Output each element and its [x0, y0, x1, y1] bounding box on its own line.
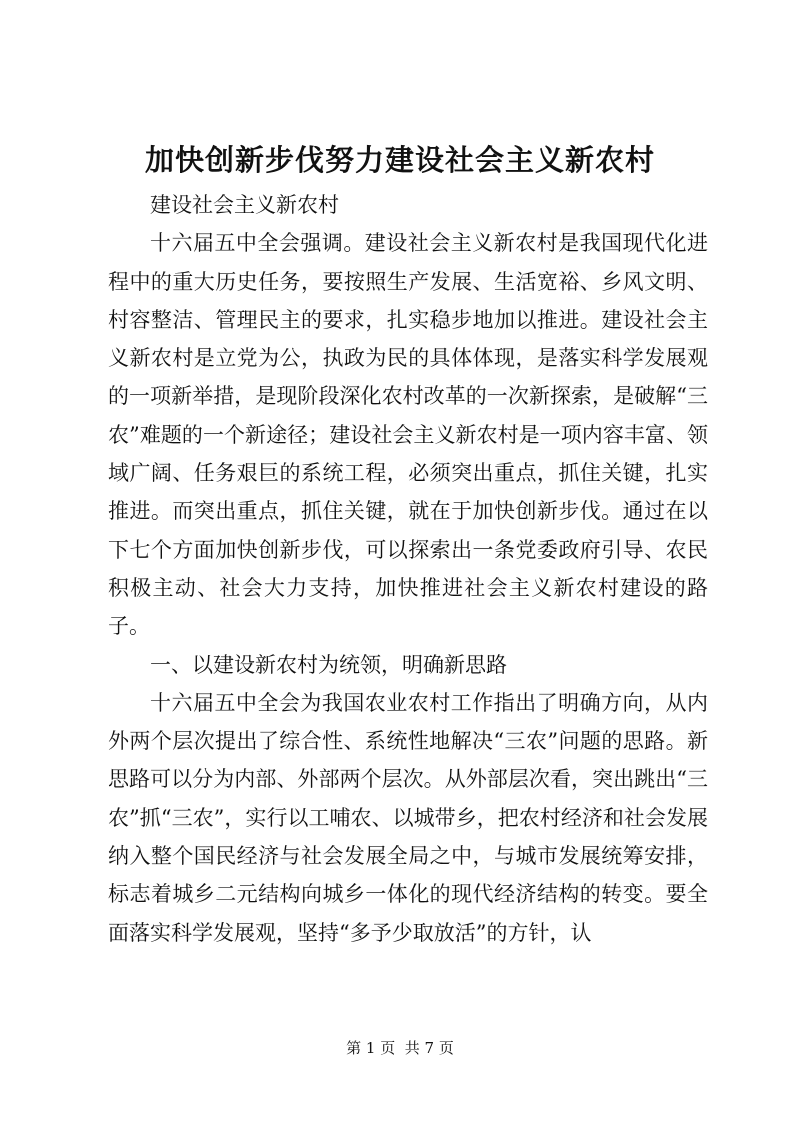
page-footer [0, 1038, 800, 1058]
document-body [108, 186, 708, 952]
section-paragraph: 十六届五中全会为我国农业农村工作指出了明确方向，从内外两个层次提出了综合性、系统性地解决“三农”问题的思路。新思路可以分为内部、外部两个层次。从外部层次看，突出跳出“三农”抓“三农”，实行以工哺农、以城带乡，把农村经济和社会发展纳入整个国民经济与社会发展全局之中，与城市发展统筹安排，标志着城乡二元结构向城乡一体化的现代经济结构的转变。要全面落实科学发展观，坚持“多予少取放活”的方针，认 [108, 690, 708, 945]
document-title: 加快创新步伐努力建设社会主义新农村 [144, 143, 655, 177]
subtitle-paragraph: 建设社会主义新农村 [150, 193, 339, 217]
section-heading: 一、以建设新农村为统领，明确新思路 [150, 652, 507, 677]
intro-paragraph: 十六届五中全会强调。建设社会主义新农村是我国现代化进程中的重大历史任务，要按照生产发展、生活宽裕、乡风文明、村容整洁、管理民主的要求，扎实稳步地加以推进。建设社会主义新农村是立党为公，执政为民的具体体现，是落实科学发展观的一项新举措，是现阶段深化农村改革的一次新探索，是破解“三农”难题的一个新途径；建设社会主义新农村是一项内容丰富、领域广阔、任务艰巨的系统工程，必须突出重点，抓住关键，扎实推进。而突出重点，抓住关键，就在于加快创新步伐。通过在以下七个方面加快创新步伐，可以探索出一条党委政府引导、农民积极主动、社会大力支持，加快推进社会主义新农村建设的路子。 [108, 231, 708, 639]
page-number: 第 1 页 共 7 页 [346, 1039, 454, 1057]
